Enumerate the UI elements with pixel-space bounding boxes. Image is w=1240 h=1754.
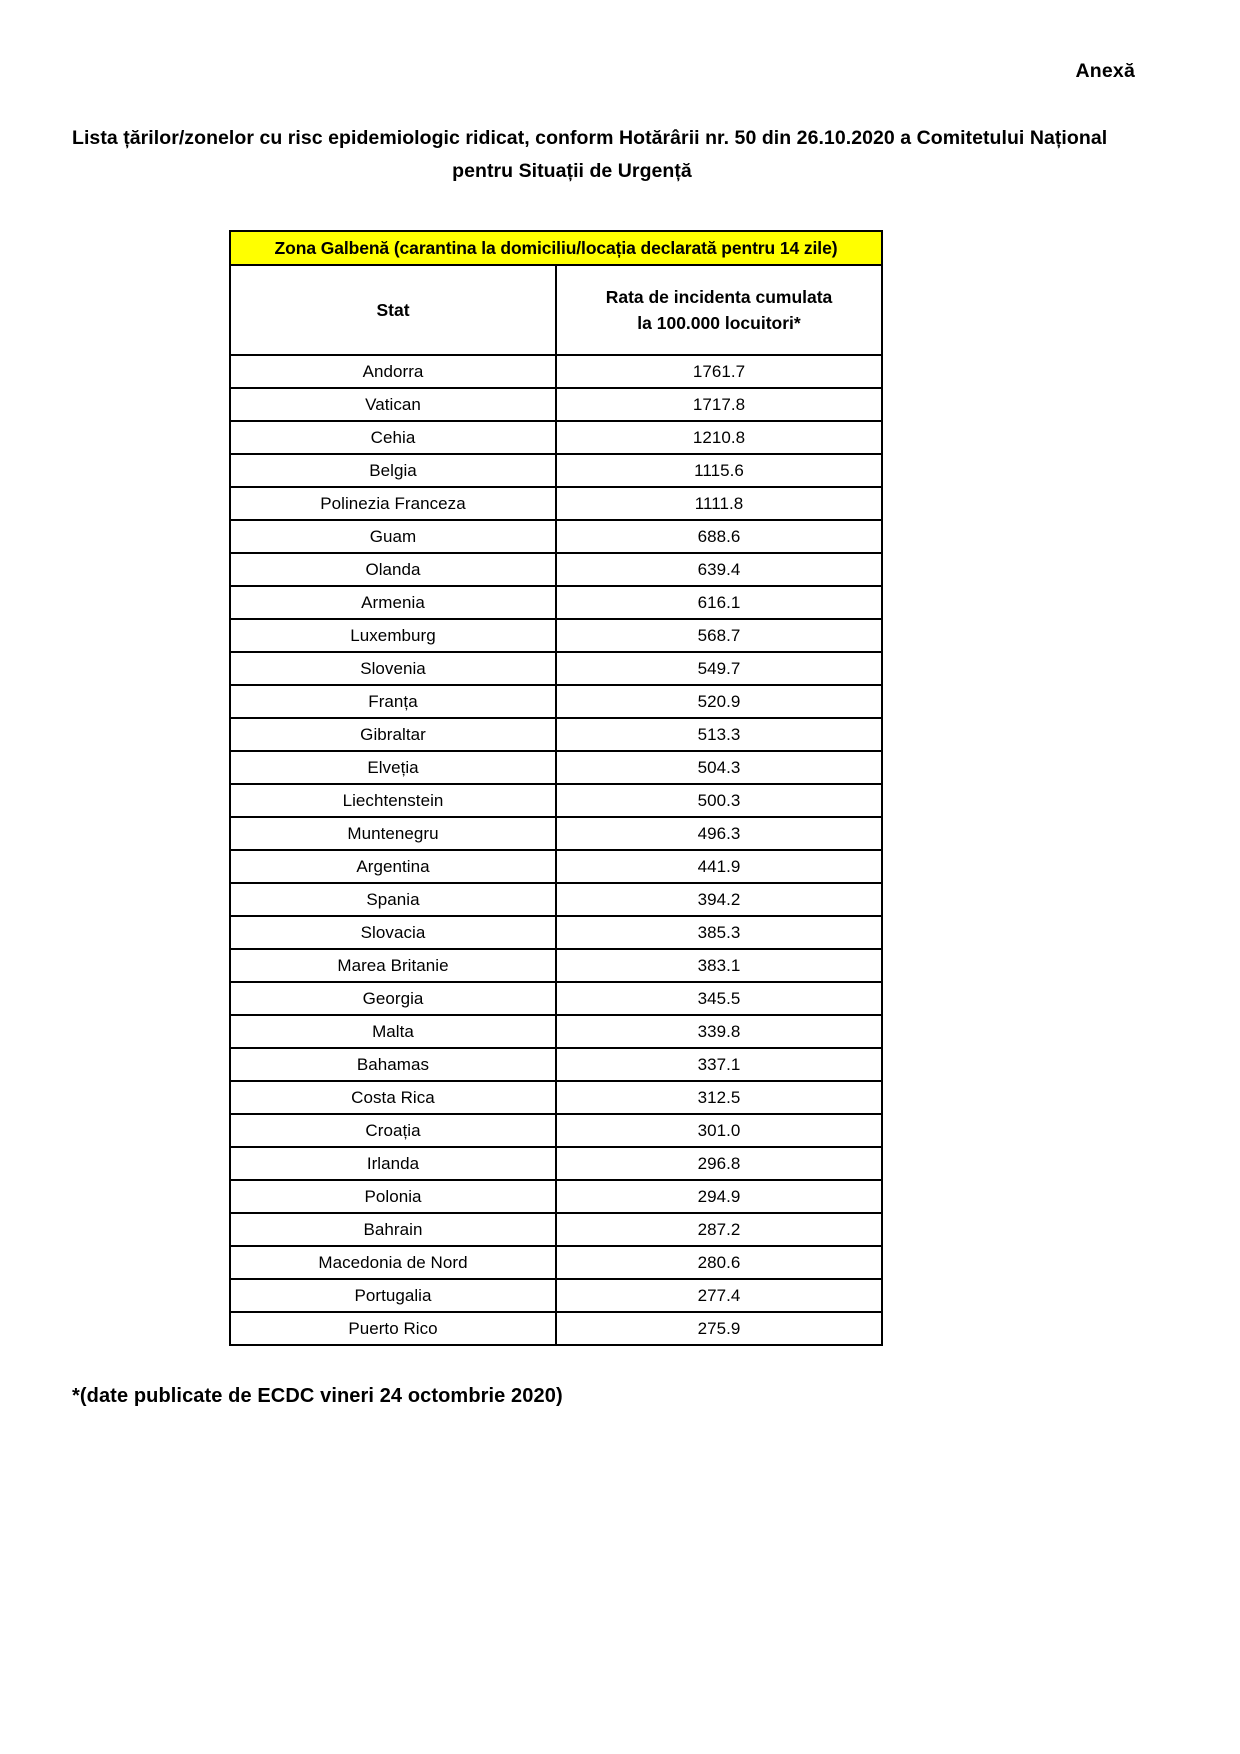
cell-rate: 504.3 bbox=[556, 751, 882, 784]
cell-rate: 337.1 bbox=[556, 1048, 882, 1081]
cell-country: Puerto Rico bbox=[230, 1312, 556, 1345]
cell-country: Spania bbox=[230, 883, 556, 916]
table-row bbox=[230, 619, 882, 652]
table-row bbox=[230, 718, 882, 751]
table-row bbox=[230, 949, 882, 982]
table-row bbox=[230, 916, 882, 949]
footnote: *(date publicate de ECDC vineri 24 octombrie 2020) bbox=[72, 1385, 563, 1407]
cell-rate: 549.7 bbox=[556, 652, 882, 685]
cell-rate: 1210.8 bbox=[556, 421, 882, 454]
cell-country: Irlanda bbox=[230, 1147, 556, 1180]
table-row bbox=[230, 454, 882, 487]
cell-country: Croația bbox=[230, 1114, 556, 1147]
cell-country: Guam bbox=[230, 520, 556, 553]
table-row bbox=[230, 1246, 882, 1279]
cell-rate: 287.2 bbox=[556, 1213, 882, 1246]
cell-country: Liechtenstein bbox=[230, 784, 556, 817]
annex-header bbox=[0, 60, 1240, 83]
page-title-line-2: pentru Situații de Urgență bbox=[452, 160, 692, 182]
cell-country: Elveția bbox=[230, 751, 556, 784]
cell-rate: 1761.7 bbox=[556, 355, 882, 388]
cell-rate: 301.0 bbox=[556, 1114, 882, 1147]
cell-country: Andorra bbox=[230, 355, 556, 388]
table-row bbox=[230, 784, 882, 817]
table-row bbox=[230, 586, 882, 619]
cell-country: Georgia bbox=[230, 982, 556, 1015]
cell-country: Bahrain bbox=[230, 1213, 556, 1246]
table-row bbox=[230, 553, 882, 586]
cell-rate: 616.1 bbox=[556, 586, 882, 619]
cell-country: Portugalia bbox=[230, 1279, 556, 1312]
table-row bbox=[230, 1114, 882, 1147]
cell-country: Luxemburg bbox=[230, 619, 556, 652]
cell-country: Costa Rica bbox=[230, 1081, 556, 1114]
cell-rate: 277.4 bbox=[556, 1279, 882, 1312]
cell-rate: 1111.8 bbox=[556, 487, 882, 520]
cell-rate: 296.8 bbox=[556, 1147, 882, 1180]
zone-banner-row bbox=[230, 231, 882, 265]
cell-country: Belgia bbox=[230, 454, 556, 487]
cell-country: Cehia bbox=[230, 421, 556, 454]
column-header-state: Stat bbox=[230, 265, 556, 355]
column-header-row bbox=[230, 265, 882, 355]
cell-rate: 345.5 bbox=[556, 982, 882, 1015]
table-row bbox=[230, 487, 882, 520]
table-row bbox=[230, 1312, 882, 1345]
cell-rate: 385.3 bbox=[556, 916, 882, 949]
cell-country: Franța bbox=[230, 685, 556, 718]
table-row bbox=[230, 355, 882, 388]
zone-banner-cell: Zona Galbenă (carantina la domiciliu/locația declarată pentru 14 zile) bbox=[230, 231, 882, 265]
cell-rate: 496.3 bbox=[556, 817, 882, 850]
cell-country: Vatican bbox=[230, 388, 556, 421]
cell-country: Armenia bbox=[230, 586, 556, 619]
table-row bbox=[230, 883, 882, 916]
table-row bbox=[230, 1081, 882, 1114]
cell-rate: 339.8 bbox=[556, 1015, 882, 1048]
cell-country: Olanda bbox=[230, 553, 556, 586]
column-header-rate bbox=[556, 265, 882, 355]
cell-rate: 500.3 bbox=[556, 784, 882, 817]
table-row bbox=[230, 982, 882, 1015]
table-row bbox=[230, 388, 882, 421]
risk-table-body bbox=[230, 231, 882, 1345]
cell-rate: 441.9 bbox=[556, 850, 882, 883]
cell-country: Polonia bbox=[230, 1180, 556, 1213]
table-row bbox=[230, 817, 882, 850]
cell-rate: 275.9 bbox=[556, 1312, 882, 1345]
page-title bbox=[72, 122, 1108, 188]
cell-rate: 1115.6 bbox=[556, 454, 882, 487]
table-row bbox=[230, 1048, 882, 1081]
cell-country: Bahamas bbox=[230, 1048, 556, 1081]
table-row bbox=[230, 1213, 882, 1246]
table-row bbox=[230, 1180, 882, 1213]
cell-country: Slovenia bbox=[230, 652, 556, 685]
cell-rate: 394.2 bbox=[556, 883, 882, 916]
cell-country: Malta bbox=[230, 1015, 556, 1048]
cell-country: Marea Britanie bbox=[230, 949, 556, 982]
table-row bbox=[230, 1147, 882, 1180]
table-row bbox=[230, 685, 882, 718]
annex-label: Anexă bbox=[1075, 60, 1135, 82]
page-title-line-1: Lista țărilor/zonelor cu risc epidemiologic ridicat, conform Hotărârii nr. 50 din 26.10.2020 a Comitetului Național bbox=[72, 127, 1108, 149]
cell-country: Argentina bbox=[230, 850, 556, 883]
cell-rate: 520.9 bbox=[556, 685, 882, 718]
cell-rate: 294.9 bbox=[556, 1180, 882, 1213]
cell-rate: 280.6 bbox=[556, 1246, 882, 1279]
table-row bbox=[230, 1015, 882, 1048]
cell-rate: 1717.8 bbox=[556, 388, 882, 421]
table-row bbox=[230, 652, 882, 685]
column-header-rate-line-2: la 100.000 locuitori* bbox=[637, 313, 801, 333]
cell-rate: 568.7 bbox=[556, 619, 882, 652]
cell-rate: 312.5 bbox=[556, 1081, 882, 1114]
column-header-rate-line-1: Rata de incidenta cumulata bbox=[605, 287, 833, 307]
table-row bbox=[230, 1279, 882, 1312]
cell-rate: 513.3 bbox=[556, 718, 882, 751]
table-row bbox=[230, 751, 882, 784]
table-row bbox=[230, 421, 882, 454]
risk-table-container bbox=[229, 230, 883, 1346]
cell-rate: 688.6 bbox=[556, 520, 882, 553]
table-row bbox=[230, 850, 882, 883]
cell-country: Gibraltar bbox=[230, 718, 556, 751]
cell-country: Polinezia Franceza bbox=[230, 487, 556, 520]
cell-country: Muntenegru bbox=[230, 817, 556, 850]
cell-rate: 639.4 bbox=[556, 553, 882, 586]
cell-country: Macedonia de Nord bbox=[230, 1246, 556, 1279]
cell-rate: 383.1 bbox=[556, 949, 882, 982]
risk-table bbox=[229, 230, 883, 1346]
table-row bbox=[230, 520, 882, 553]
cell-country: Slovacia bbox=[230, 916, 556, 949]
